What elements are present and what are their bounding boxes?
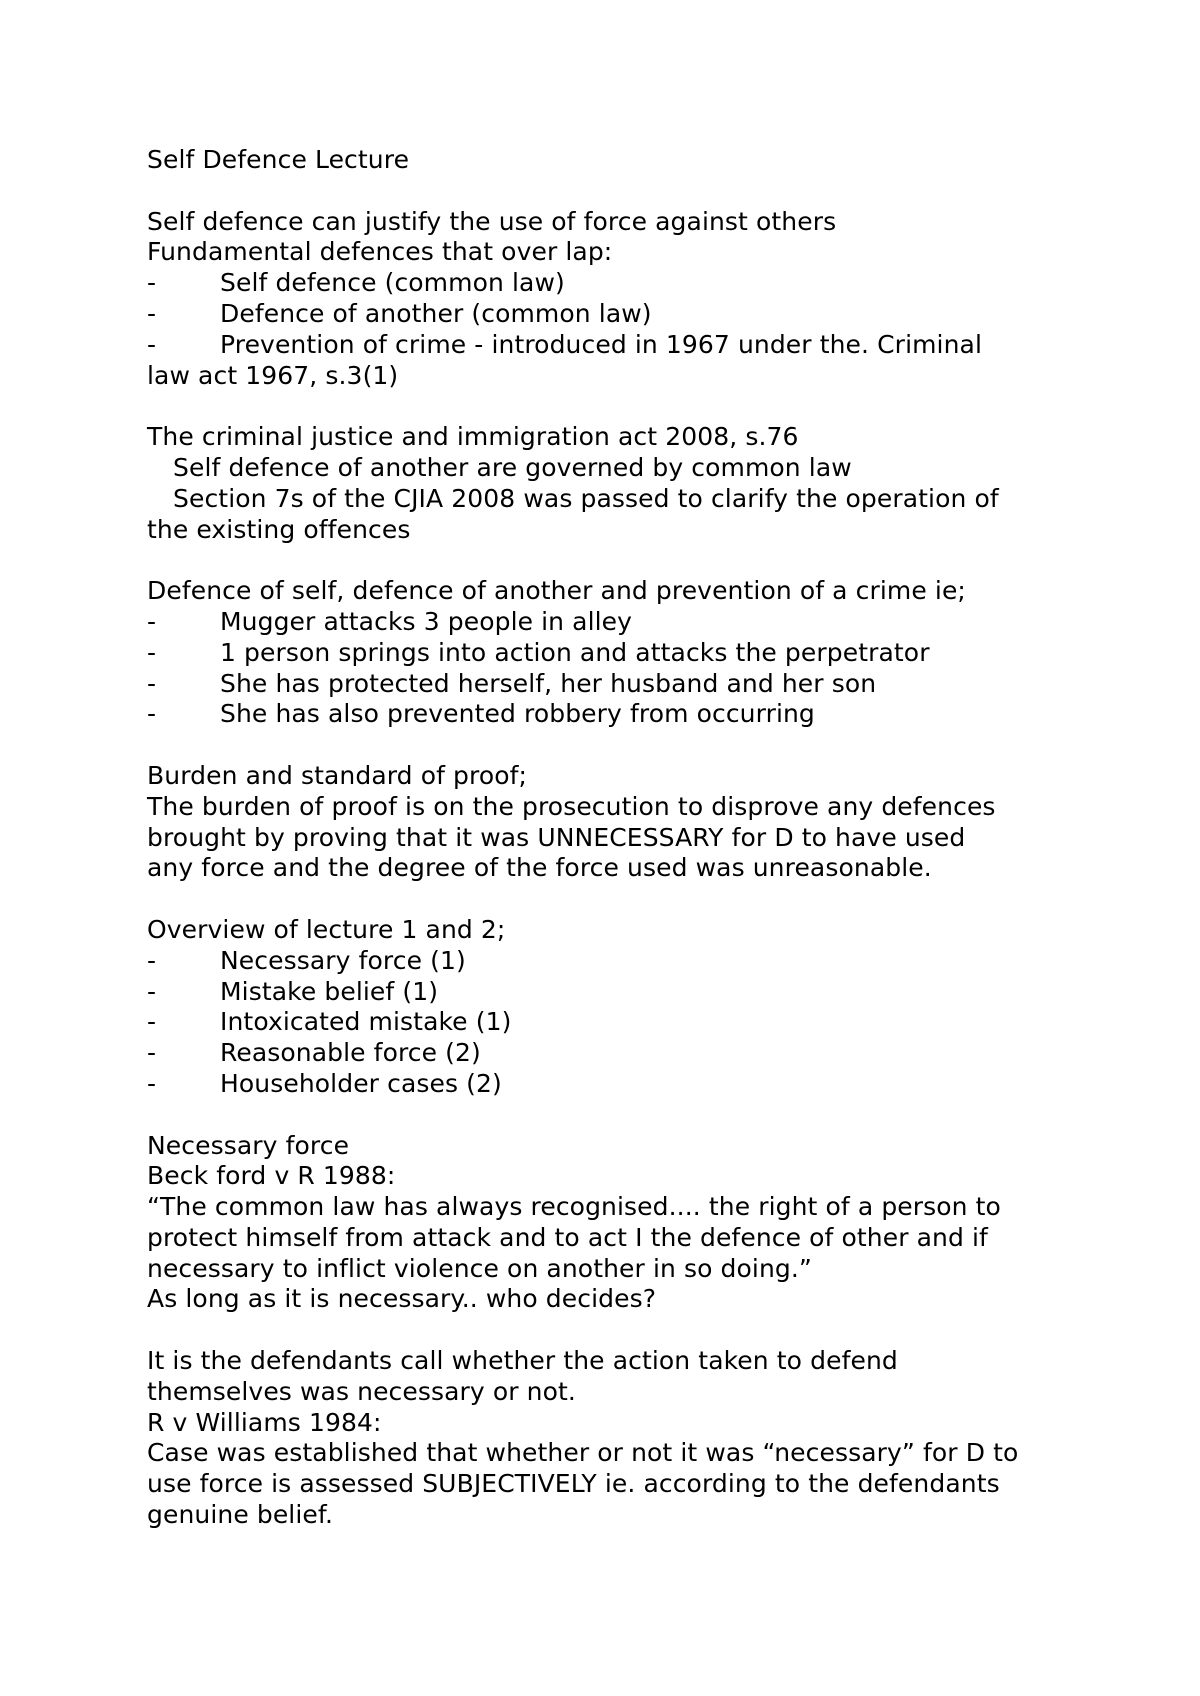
document-title: Self Defence Lecture: [147, 145, 410, 174]
list-item-text: Householder cases (2): [220, 1068, 502, 1098]
spacer: [147, 730, 1067, 761]
cjia-line: Section 7s of the CJIA 2008 was passed to clarify the operation of: [173, 483, 999, 513]
list-item-text: Prevention of crime - introduced in 1967 under the. Criminal: [220, 329, 983, 359]
cjia-heading: The criminal justice and immigration act 2008, s.76: [147, 422, 799, 452]
list-item: [147, 330, 1067, 361]
bullet-dash: -: [147, 976, 157, 1006]
quote-line: protect himself from attack and to act I the defence of other and if: [147, 1222, 988, 1252]
list-item: [147, 1038, 1067, 1069]
list-item: [147, 1069, 1067, 1100]
spacer: [147, 545, 1067, 576]
intro-line: Self defence can justify the use of force against others: [147, 206, 837, 236]
list-item: [147, 1007, 1067, 1038]
intro-continuation: law act 1967, s.3(1): [147, 360, 399, 390]
bullet-dash: -: [147, 606, 157, 636]
cjia-line: the existing offences: [147, 514, 411, 544]
williams-line: Case was established that whether or not it was “necessary” for D to: [147, 1438, 1019, 1468]
list-item: [147, 299, 1067, 330]
williams-line: use force is assessed SUBJECTIVELY ie. according to the defendants: [147, 1469, 1000, 1499]
list-item: [147, 946, 1067, 977]
bullet-dash: -: [147, 329, 157, 359]
list-item-text: Self defence (common law): [220, 268, 565, 298]
list-item-text: 1 person springs into action and attacks the perpetrator: [220, 637, 930, 667]
bullet-dash: -: [147, 298, 157, 328]
list-item-text: Mistake belief (1): [220, 976, 439, 1006]
bullet-dash: -: [147, 1038, 157, 1068]
quote-line: “The common law has always recognised.... the right of a person to: [147, 1192, 1001, 1222]
burden-line: any force and the degree of the force used was unreasonable.: [147, 853, 932, 883]
cjia-line: Self defence of another are governed by common law: [173, 452, 852, 482]
list-item-text: Defence of another (common law): [220, 298, 652, 328]
list-item-text: She has protected herself, her husband and her son: [220, 668, 877, 698]
case-citation: R v Williams 1984:: [147, 1407, 382, 1437]
list-item: [147, 699, 1067, 730]
bullet-dash: -: [147, 637, 157, 667]
quote-line: necessary to inflict violence on another in so doing.”: [147, 1253, 812, 1283]
williams-line: It is the defendants call whether the action taken to defend: [147, 1346, 898, 1376]
document-body: [147, 145, 1067, 1531]
bullet-dash: -: [147, 1068, 157, 1098]
list-item: [147, 977, 1067, 1008]
bullet-dash: -: [147, 268, 157, 298]
spacer: [147, 391, 1067, 422]
burden-line: The burden of proof is on the prosecution to disprove any defences: [147, 791, 996, 821]
necessary-heading: Necessary force: [147, 1130, 350, 1160]
list-item-text: Intoxicated mistake (1): [220, 1007, 512, 1037]
burden-heading: Burden and standard of proof;: [147, 760, 528, 790]
bullet-dash: -: [147, 668, 157, 698]
bullet-dash: -: [147, 699, 157, 729]
overview-heading: Overview of lecture 1 and 2;: [147, 914, 506, 944]
spacer: [147, 176, 1067, 207]
list-item-text: Mugger attacks 3 people in alley: [220, 606, 633, 636]
list-item-text: Necessary force (1): [220, 945, 466, 975]
bullet-dash: -: [147, 1007, 157, 1037]
williams-line: genuine belief.: [147, 1500, 334, 1530]
example-heading: Defence of self, defence of another and prevention of a crime ie;: [147, 576, 966, 606]
case-citation: Beck ford v R 1988:: [147, 1161, 396, 1191]
list-item: [147, 669, 1067, 700]
intro-line: Fundamental defences that over lap:: [147, 237, 613, 267]
question-line: As long as it is necessary.. who decides?: [147, 1284, 657, 1314]
list-item: [147, 268, 1067, 299]
list-item-text: Reasonable force (2): [220, 1038, 481, 1068]
spacer: [147, 884, 1067, 915]
spacer: [147, 1100, 1067, 1131]
list-item: [147, 638, 1067, 669]
williams-line: themselves was necessary or not.: [147, 1376, 576, 1406]
list-item-text: She has also prevented robbery from occurring: [220, 699, 815, 729]
bullet-dash: -: [147, 945, 157, 975]
list-item: [147, 607, 1067, 638]
spacer: [147, 1315, 1067, 1346]
burden-line: brought by proving that it was UNNECESSARY for D to have used: [147, 822, 966, 852]
